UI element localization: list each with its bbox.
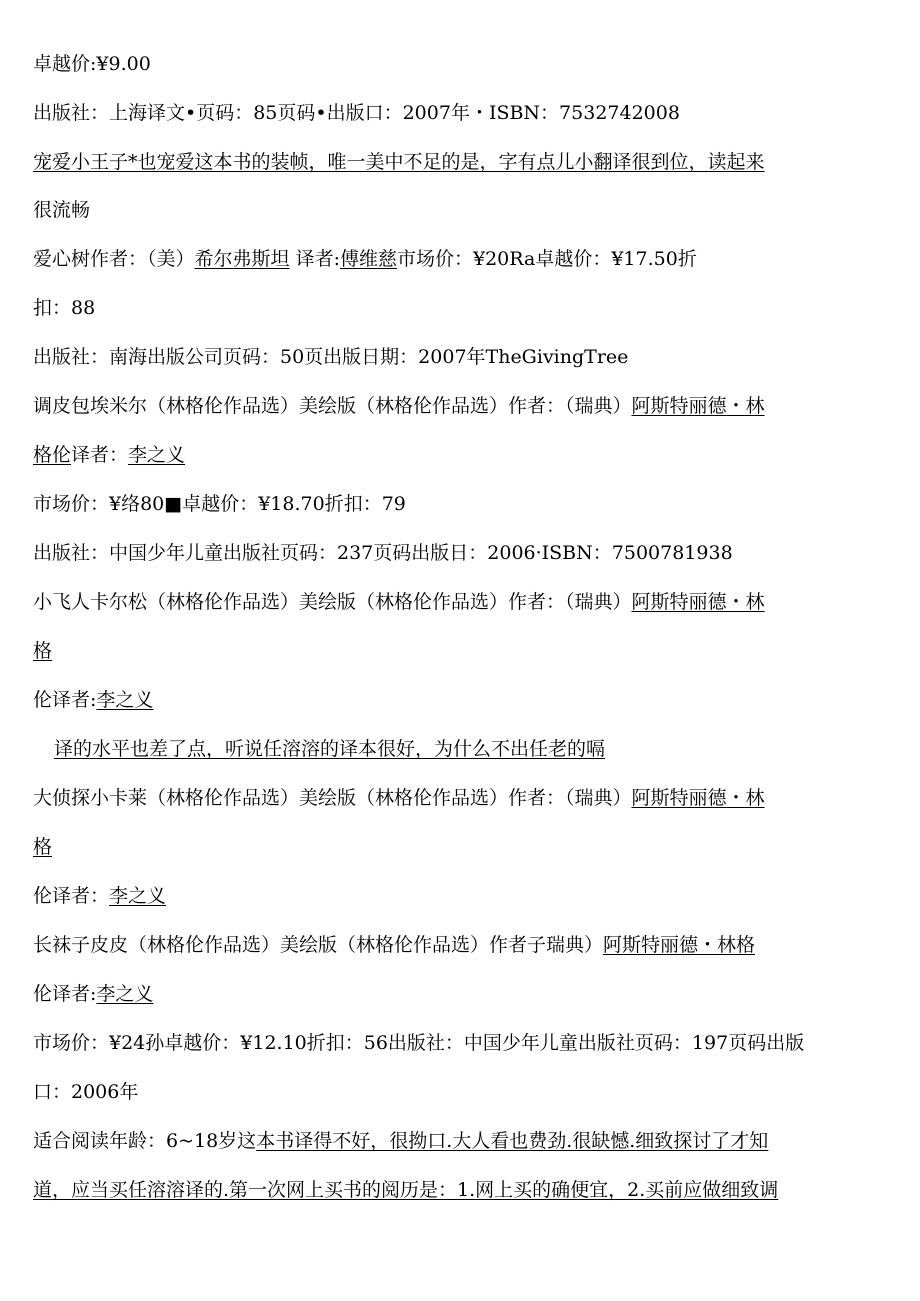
underlined-text: 李之义 — [109, 885, 167, 907]
underlined-text: 阿斯特丽德・林 — [631, 591, 765, 613]
text-segment: 出版社：南海出版公司页码：50页出版日期：2007年TheGivingTree — [33, 346, 629, 368]
text-line — [33, 198, 90, 222]
underlined-text: 格伦 — [33, 444, 72, 466]
text-line — [33, 1031, 804, 1055]
text-segment: 口：2006年 — [33, 1081, 139, 1103]
text-line — [33, 101, 680, 125]
text-segment: 译者: — [289, 248, 340, 270]
text-line — [33, 492, 406, 516]
underlined-text: 李之义 — [96, 983, 154, 1005]
text-segment: 很流畅 — [33, 199, 91, 221]
text-segment: 小飞人卡尔松（林格伦作品选）美绘版（林格伦作品选）作者：（瑞典） — [33, 591, 632, 613]
text-segment: 译者： — [71, 444, 129, 466]
text-segment: 适合阅读年龄：6~18岁这 — [33, 1130, 257, 1152]
text-line — [33, 541, 733, 565]
text-line — [33, 1178, 778, 1202]
underlined-text: 阿斯特丽德・林 — [631, 787, 765, 809]
text-line — [33, 296, 95, 320]
text-segment: 市场价：¥20Ra卓越价：¥17.50折 — [397, 248, 697, 270]
text-segment: 卓越价:¥9.00 — [33, 53, 151, 75]
text-line — [33, 394, 765, 418]
text-segment: 伦译者: — [33, 983, 97, 1005]
underlined-text: 傅维慈 — [339, 248, 397, 270]
underlined-text: 本书译得不好，很拗口.大人看也费劲.很缺憾.细致探讨了才知 — [256, 1130, 769, 1152]
text-segment: 爱心树作者：（美） — [33, 248, 195, 270]
text-line — [33, 786, 765, 810]
text-segment: 伦译者： — [33, 885, 110, 907]
text-line — [33, 835, 52, 859]
text-segment: 伦译者: — [33, 689, 97, 711]
underlined-text: 译的水平也差了点，听说任溶溶的译本很好，为什么不出任老的嗝 — [54, 738, 606, 760]
underlined-text: 格 — [33, 836, 53, 858]
underlined-text: 希尔弗斯坦 — [194, 248, 290, 270]
text-line — [33, 639, 52, 663]
text-line — [33, 52, 151, 76]
underlined-text: 道，应当买任溶溶译的.第一次网上买书的阅历是：1.网上买的确便宜，2.买前应做细致调 — [33, 1179, 779, 1201]
underlined-text: 阿斯特丽德・林格 — [603, 934, 756, 956]
text-segment: 出版社：中国少年儿童出版社页码：237页码出版日：2006·ISBN：7500781938 — [33, 542, 733, 564]
underlined-text: 李之义 — [96, 689, 154, 711]
underlined-text: 阿斯特丽德・林 — [631, 395, 765, 417]
text-segment: 出版社：上海译文•页码：85页码•出版口：2007年・ISBN：7532742008 — [33, 102, 680, 124]
text-segment: 市场价：¥络80■卓越价：¥18.70折扣：79 — [33, 493, 406, 515]
text-line — [33, 247, 697, 271]
underlined-text: 格 — [33, 640, 53, 662]
text-segment: 扣：88 — [33, 297, 96, 319]
text-line — [33, 982, 153, 1006]
text-segment: 调皮包埃米尔（林格伦作品选）美绘版（林格伦作品选）作者：（瑞典） — [33, 395, 632, 417]
text-line — [33, 1129, 768, 1153]
text-line — [33, 933, 755, 957]
text-line — [33, 590, 765, 614]
text-line — [33, 1080, 138, 1104]
text-segment: 长袜子皮皮（林格伦作品选）美绘版（林格伦作品选）作者子瑞典） — [33, 934, 604, 956]
text-line — [33, 345, 628, 369]
text-line — [54, 737, 605, 761]
text-line — [33, 443, 185, 467]
text-segment: 大侦探小卡莱（林格伦作品选）美绘版（林格伦作品选）作者：（瑞典） — [33, 787, 632, 809]
text-line — [33, 150, 765, 174]
text-line — [33, 688, 153, 712]
underlined-text: 宠爱小王子*也宠爱这本书的装帧，唯一美中不足的是，字有点儿小翻译很到位，读起来 — [33, 151, 765, 173]
underlined-text: 李之义 — [128, 444, 186, 466]
text-segment: 市场价：¥24孙卓越价：¥12.10折扣：56出版社：中国少年儿童出版社页码：197页码出版 — [33, 1032, 805, 1054]
text-line — [33, 884, 166, 908]
